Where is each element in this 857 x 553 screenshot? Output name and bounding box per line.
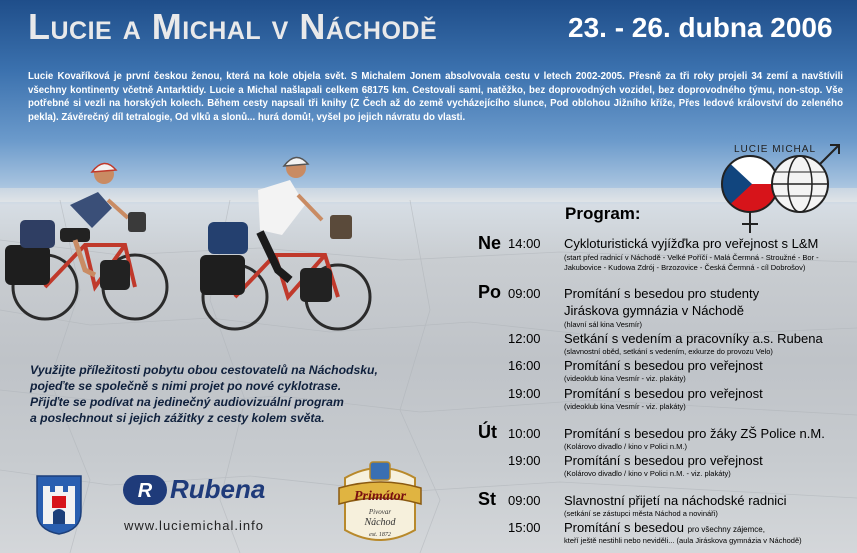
event-time: 10:00	[508, 426, 541, 441]
event-time: 14:00	[508, 236, 541, 251]
primator-sub3: est. 1872	[369, 532, 391, 538]
event-note: kteří ještě nestihli nebo neviděli... (aula Jiráskova gymnázia v Náchodě)	[564, 536, 802, 545]
event-title: Promítání s besedou pro veřejnost	[564, 453, 763, 468]
event-title: Setkání s vedením a pracovníky a.s. Rubena	[564, 331, 823, 346]
day-label: Út	[478, 422, 497, 442]
day-label: Ne	[478, 233, 502, 253]
event-title: Promítání s besedou pro žáky ZŠ Police n.M.	[564, 426, 825, 441]
event-title: Promítání s besedou pro studenty	[564, 286, 760, 301]
primator-name: Primátor	[353, 489, 407, 504]
lucie-michal-logo	[712, 136, 847, 236]
event-note: (videoklub kina Vesmír - viz. plakáty)	[564, 402, 686, 411]
page-title: Lucie a Michal v Náchodě	[28, 6, 438, 47]
primator-logo	[335, 460, 425, 548]
event-time: 09:00	[508, 493, 541, 508]
invitation-line: a poslechnout si jejich zážitky z cesty kolem světa.	[30, 411, 325, 425]
intro-paragraph: Lucie Kovaříková je první českou ženou, která na kole objela svět. S Michalem Jonem absolvovala cestu v letech 2002-2005. Přesně za tři roky projeli 34 zemí a navštívili všechny kontinenty včetně Antarktidy. Lucie a Michal našlapali celkem 68175 km. Cestovali sami, natěžko, bez doprovodných vozidel, bez doprovodného týmu, non-stop. Vše potřebné si vezli na horských kolech. Během cesty napsali tři knihy (Z Čech až do země vycházejícího slunce, Pod oblohou Jižního kříže, Přes ledové království do zeleného pekla). Závěrečný díl tetralogie, Od vlků a slonů... hurá domů!, vyšel po jejich návratu do vlasti.	[28, 71, 843, 124]
event-note: (Kolárovo divadlo / kino v Polici n.M. - viz. plakáty)	[564, 469, 731, 478]
logo-text: LUCIE MICHAL	[734, 144, 817, 155]
event-note: (hlavní sál kina Vesmír)	[564, 320, 642, 329]
event-time: 09:00	[508, 286, 541, 301]
event-title: Promítání s besedou pro veřejnost	[564, 386, 763, 401]
day-label: St	[478, 489, 496, 509]
event-time: 15:00	[508, 520, 541, 535]
cyclist-left	[5, 163, 167, 319]
event-title-main: Promítání s besedou	[564, 520, 684, 535]
event-time: 19:00	[508, 386, 541, 401]
program-heading: Program:	[565, 204, 641, 223]
nachod-coat-of-arms-icon	[35, 474, 83, 536]
event-title: Slavnostní přijetí na náchodské radnici	[564, 493, 787, 508]
event-time: 19:00	[508, 453, 541, 468]
event-title: Promítání s besedou pro veřejnost	[564, 358, 763, 373]
event-note: (slavnostní oběd, setkání s vedením, exkurze do provozu Velo)	[564, 347, 773, 356]
invitation-text	[30, 362, 470, 426]
cyclists-illustration	[0, 150, 400, 345]
event-title-line: Jiráskova gymnázia v Náchodě	[564, 303, 744, 318]
day-label: Po	[478, 282, 502, 302]
invitation-line: Přijďte se podívat na jedinečný audiovizuální program	[30, 395, 344, 409]
event-title-extra: pro všechny zájemce,	[687, 525, 765, 534]
event-date: 23. - 26. dubna 2006	[568, 12, 833, 43]
event-time: 12:00	[508, 331, 541, 346]
website-link[interactable]: www.luciemichal.info	[124, 518, 264, 533]
svg-text:R: R	[137, 480, 153, 502]
event-note: (Kolárovo divadlo / kino v Polici n.M.)	[564, 442, 687, 451]
invitation-line: Využijte příležitosti pobytu obou cestovatelů na Náchodsku,	[30, 363, 378, 377]
rubena-logo-icon	[122, 474, 168, 506]
event-note: (videoklub kina Vesmír - viz. plakáty)	[564, 374, 686, 383]
primator-sub1: Pivovar	[368, 508, 392, 516]
primator-sub2: Náchod	[364, 517, 396, 528]
event-note: (setkání se zástupci města Náchod a novináři)	[564, 509, 718, 518]
invitation-line: pojeďte se společně s nimi projet po nové cyklotrase.	[30, 379, 342, 393]
event-note: (start před radnicí v Náchodě - Velké Poříčí - Malá Čermná - Stroužné - Bor - Jakubovice - Kudowa Zdrój - Brzozovice - Česká Čermná - cíl Dobrošov)	[564, 253, 819, 272]
event-title	[564, 520, 765, 535]
event-title: Cykloturistická vyjížďka pro veřejnost s L&M	[564, 236, 819, 251]
cyclist-right	[200, 157, 370, 329]
rubena-logo-text: Rubena	[170, 474, 266, 504]
event-time: 16:00	[508, 358, 541, 373]
